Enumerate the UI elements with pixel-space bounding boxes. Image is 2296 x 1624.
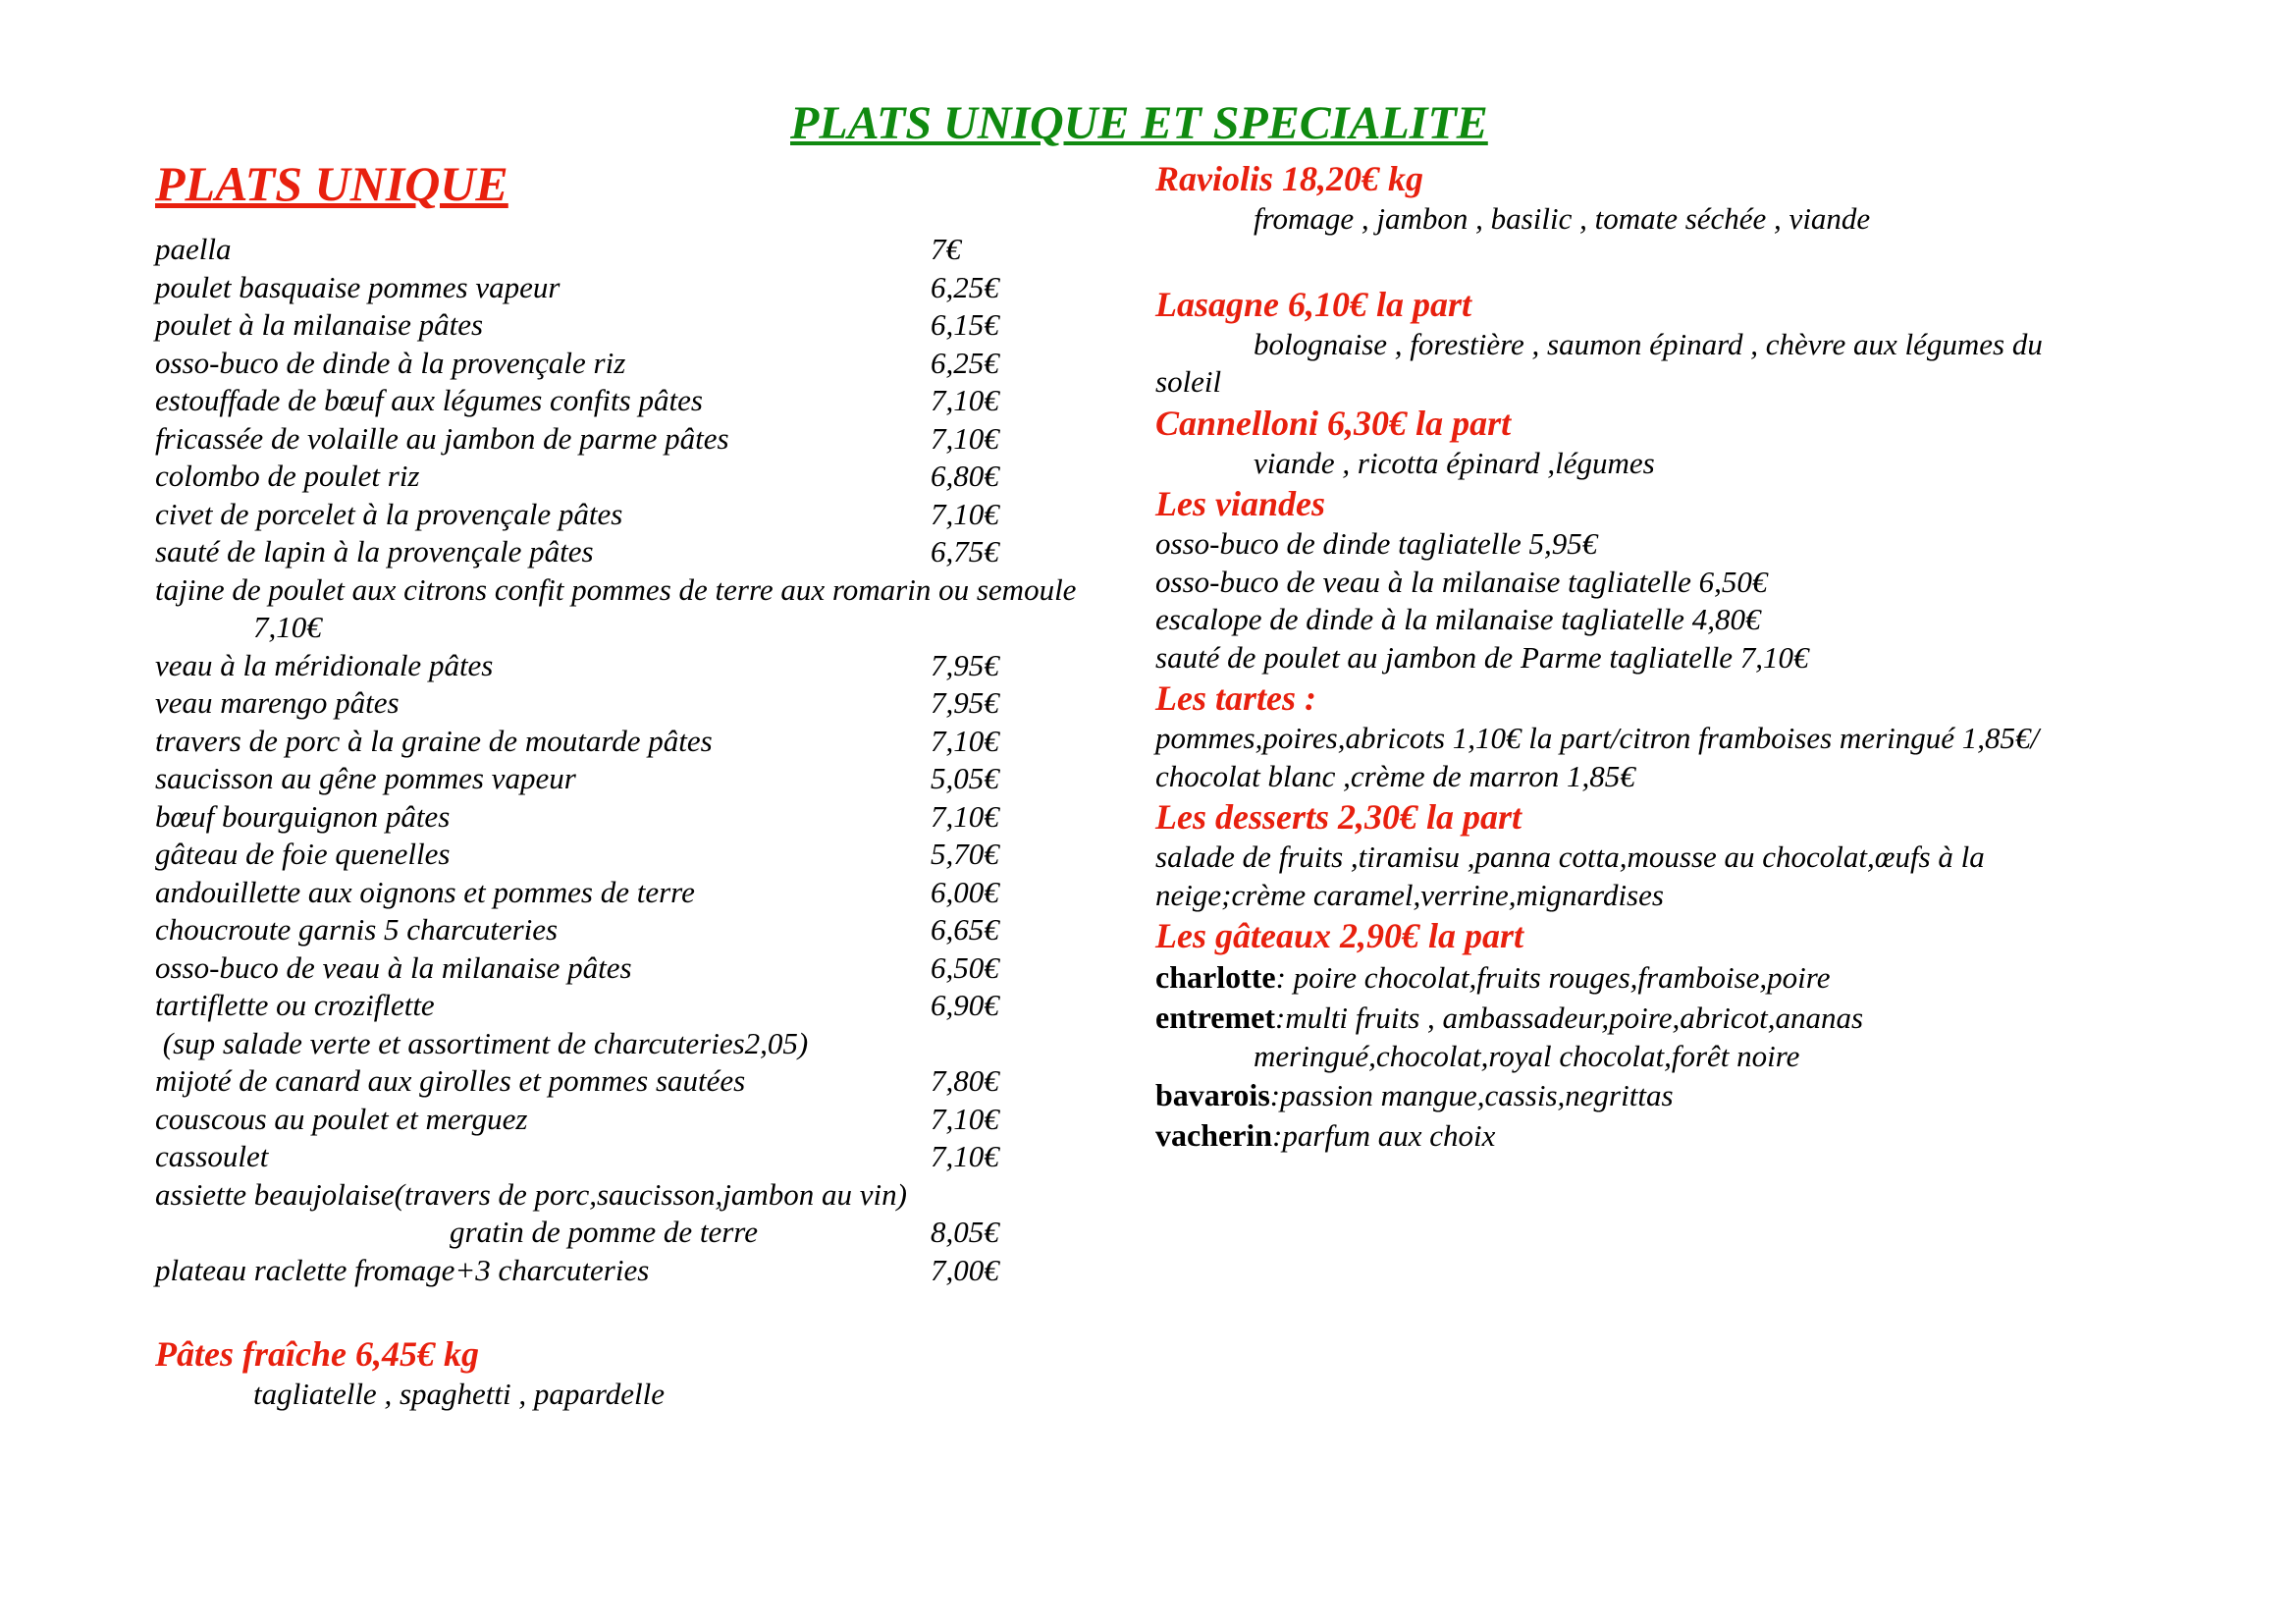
gateaux-heading: Les gâteaux 2,90€ la part (1155, 916, 1523, 955)
dish-name: sauté de lapin à la provençale pâtes (155, 534, 594, 568)
bavarois-line (1155, 1075, 2137, 1115)
dish-price: 6,65€ (931, 912, 999, 947)
dish-name: choucroute garnis 5 charcuteries (155, 912, 559, 947)
dish-row (155, 306, 1156, 345)
desserts-heading: Les desserts 2,30€ la part (1155, 797, 1522, 837)
dish-price: 7,10€ (931, 383, 999, 417)
dish-price: 6,80€ (931, 459, 999, 493)
dish-price: 7,10€ (931, 420, 999, 456)
sup-note: (sup salade verte et assortiment de charcuteries2,05) (155, 1025, 809, 1060)
dish-price: 6,75€ (931, 534, 999, 568)
lasagne-items: bolognaise , forestière , saumon épinard , chèvre aux légumes du (1254, 326, 2043, 361)
dish-row (155, 382, 1156, 420)
dish-price: 7,10€ (931, 496, 999, 531)
dish-price: 7,95€ (931, 685, 999, 720)
viande-item: osso-buco de dinde tagliatelle 5,95€ (1155, 526, 1598, 561)
dish-name: veau marengo pâtes (155, 685, 400, 720)
dish-name: civet de porcelet à la provençale pâtes (155, 496, 623, 531)
raviolis-items: fromage , jambon , basilic , tomate séchée , viande (1254, 201, 1871, 236)
cannelloni-items: viande , ricotta épinard ,légumes (1254, 445, 1655, 480)
dish-row (155, 269, 1156, 307)
pates-items: tagliatelle , spaghetti , papardelle (253, 1377, 666, 1411)
entremet-text-2: meringué,chocolat,royal chocolat,forêt noire (1254, 1039, 1800, 1073)
lasagne-heading: Lasagne 6,10€ la part (1155, 284, 1472, 324)
entremet-line-cont (1155, 1038, 2137, 1075)
vacherin-line (1155, 1115, 2137, 1156)
dish-name: estouffade de bœuf aux légumes confits pâtes (155, 383, 703, 417)
dish-name: fricassée de volaille au jambon de parme pâtes (155, 420, 729, 456)
dish-price: 7,10€ (931, 723, 999, 758)
dish-row (155, 345, 1156, 383)
pates-heading: Pâtes fraîche 6,45€ kg (155, 1334, 479, 1374)
charlotte-text: : poire chocolat,fruits rouges,framboise,poire (1275, 960, 1831, 995)
dish-price: 6,25€ (931, 269, 999, 304)
dish-row (155, 760, 1156, 798)
dish-row (155, 684, 1156, 723)
dish-price: 7,00€ (931, 1252, 999, 1287)
charlotte-label: charlotte (1155, 959, 1276, 995)
dish-row (155, 1138, 1156, 1176)
dish-row (155, 723, 1156, 761)
dish-row (155, 836, 1156, 874)
cannelloni-heading: Cannelloni 6,30€ la part (1155, 403, 1512, 443)
dish-price: 7,10€ (931, 1101, 999, 1136)
dish-price: 6,25€ (931, 345, 999, 380)
dish-price: 5,70€ (931, 837, 999, 871)
vacherin-label: vacherin (1155, 1117, 1273, 1153)
viandes-heading: Les viandes (1155, 484, 1325, 523)
dish-price: 6,15€ (931, 307, 999, 342)
dish-price: 7,95€ (931, 647, 999, 682)
dish-price: 7,80€ (931, 1063, 999, 1098)
plats-unique-heading: PLATS UNIQUE (155, 156, 508, 211)
viande-item: escalope de dinde à la milanaise tagliatelle 4,80€ (1155, 602, 1761, 636)
dish-name: gratin de pomme de terre (450, 1215, 758, 1249)
desserts-line: neige;crème caramel,verrine,mignardises (1155, 877, 1664, 912)
tartes-heading: Les tartes : (1155, 678, 1316, 718)
right-column (1155, 157, 2137, 1156)
dish-row (155, 647, 1156, 685)
dish-price: 7,10€ (931, 1139, 999, 1173)
charlotte-line (1155, 957, 2137, 998)
dish-price: 5,05€ (931, 761, 999, 795)
dish-name: travers de porc à la graine de moutarde pâtes (155, 723, 713, 758)
dish-row (155, 231, 1156, 269)
dish-row (155, 911, 1156, 949)
assiette-line: assiette beaujolaise(travers de porc,saucisson,jambon au vin) (155, 1176, 907, 1212)
dish-row (155, 1062, 1156, 1101)
dish-name: paella (155, 232, 232, 266)
dish-name: osso-buco de veau à la milanaise pâtes (155, 949, 632, 985)
dish-row (155, 1101, 1156, 1139)
dish-name: mijoté de canard aux girolles et pommes sautées (155, 1063, 746, 1098)
dish-name: andouillette aux oignons et pommes de terre (155, 874, 695, 909)
page-title: PLATS UNIQUE ET SPECIALITE (790, 97, 1488, 149)
dish-name: poulet à la milanaise pâtes (155, 307, 484, 342)
dish-row (155, 533, 1156, 571)
desserts-line: salade de fruits ,tiramisu ,panna cotta,mousse au chocolat,œufs à la (1155, 839, 1985, 874)
dish-name: tartiflette ou croziflette (155, 988, 435, 1022)
entremet-label: entremet (1155, 1000, 1275, 1035)
dish-row (155, 1252, 1156, 1290)
dish-row (155, 458, 1156, 496)
dish-name: plateau raclette fromage+3 charcuteries (155, 1252, 650, 1287)
dish-row (155, 798, 1156, 837)
tajine-price: 7,10€ (253, 610, 322, 644)
viande-item: osso-buco de veau à la milanaise tagliatelle 6,50€ (1155, 564, 1768, 599)
dish-price: 6,90€ (931, 988, 999, 1022)
vacherin-text: :parfum aux choix (1272, 1118, 1496, 1153)
dish-row (155, 874, 1156, 912)
dish-list-2 (155, 647, 1156, 1025)
tartes-line: pommes,poires,abricots 1,10€ la part/citron framboises meringué 1,85€/ (1155, 721, 2040, 755)
dish-price: 7€ (931, 232, 961, 266)
lasagne-items-cont: soleil (1155, 364, 1222, 399)
dish-list-3 (155, 1062, 1156, 1176)
entremet-text: :multi fruits , ambassadeur,poire,abricot,ananas (1275, 1001, 1864, 1035)
dish-name: couscous au poulet et merguez (155, 1101, 528, 1136)
dish-name: saucisson au gêne pommes vapeur (155, 761, 576, 795)
dish-list-1 (155, 231, 1156, 571)
dish-price: 8,05€ (931, 1215, 999, 1249)
viande-item: sauté de poulet au jambon de Parme tagliatelle 7,10€ (1155, 639, 1809, 675)
tajine-line: tajine de poulet aux citrons confit pommes de terre aux romarin ou semoule (155, 571, 1077, 607)
dish-row (155, 949, 1156, 988)
bavarois-label: bavarois (1155, 1077, 1270, 1112)
raviolis-heading: Raviolis 18,20€ kg (1155, 159, 1424, 198)
dish-price: 7,10€ (931, 798, 999, 834)
dish-name: poulet basquaise pommes vapeur (155, 269, 561, 304)
left-column (155, 157, 1156, 1414)
dish-row (155, 987, 1156, 1025)
entremet-line (1155, 998, 2137, 1038)
dish-name: veau à la méridionale pâtes (155, 647, 494, 682)
dish-name: cassoulet (155, 1139, 269, 1173)
dish-name: colombo de poulet riz (155, 459, 420, 493)
dish-name: bœuf bourguignon pâtes (155, 798, 451, 834)
dish-row (155, 496, 1156, 534)
bavarois-text: :passion mangue,cassis,negrittas (1269, 1078, 1674, 1112)
dish-name: gâteau de foie quenelles (155, 837, 451, 871)
dish-price: 6,00€ (931, 874, 999, 909)
dish-name: osso-buco de dinde à la provençale riz (155, 345, 626, 380)
dish-row (155, 1214, 1156, 1252)
dish-row (155, 420, 1156, 459)
tartes-line: chocolat blanc ,crème de marron 1,85€ (1155, 758, 1635, 793)
dish-price: 6,50€ (931, 949, 999, 985)
